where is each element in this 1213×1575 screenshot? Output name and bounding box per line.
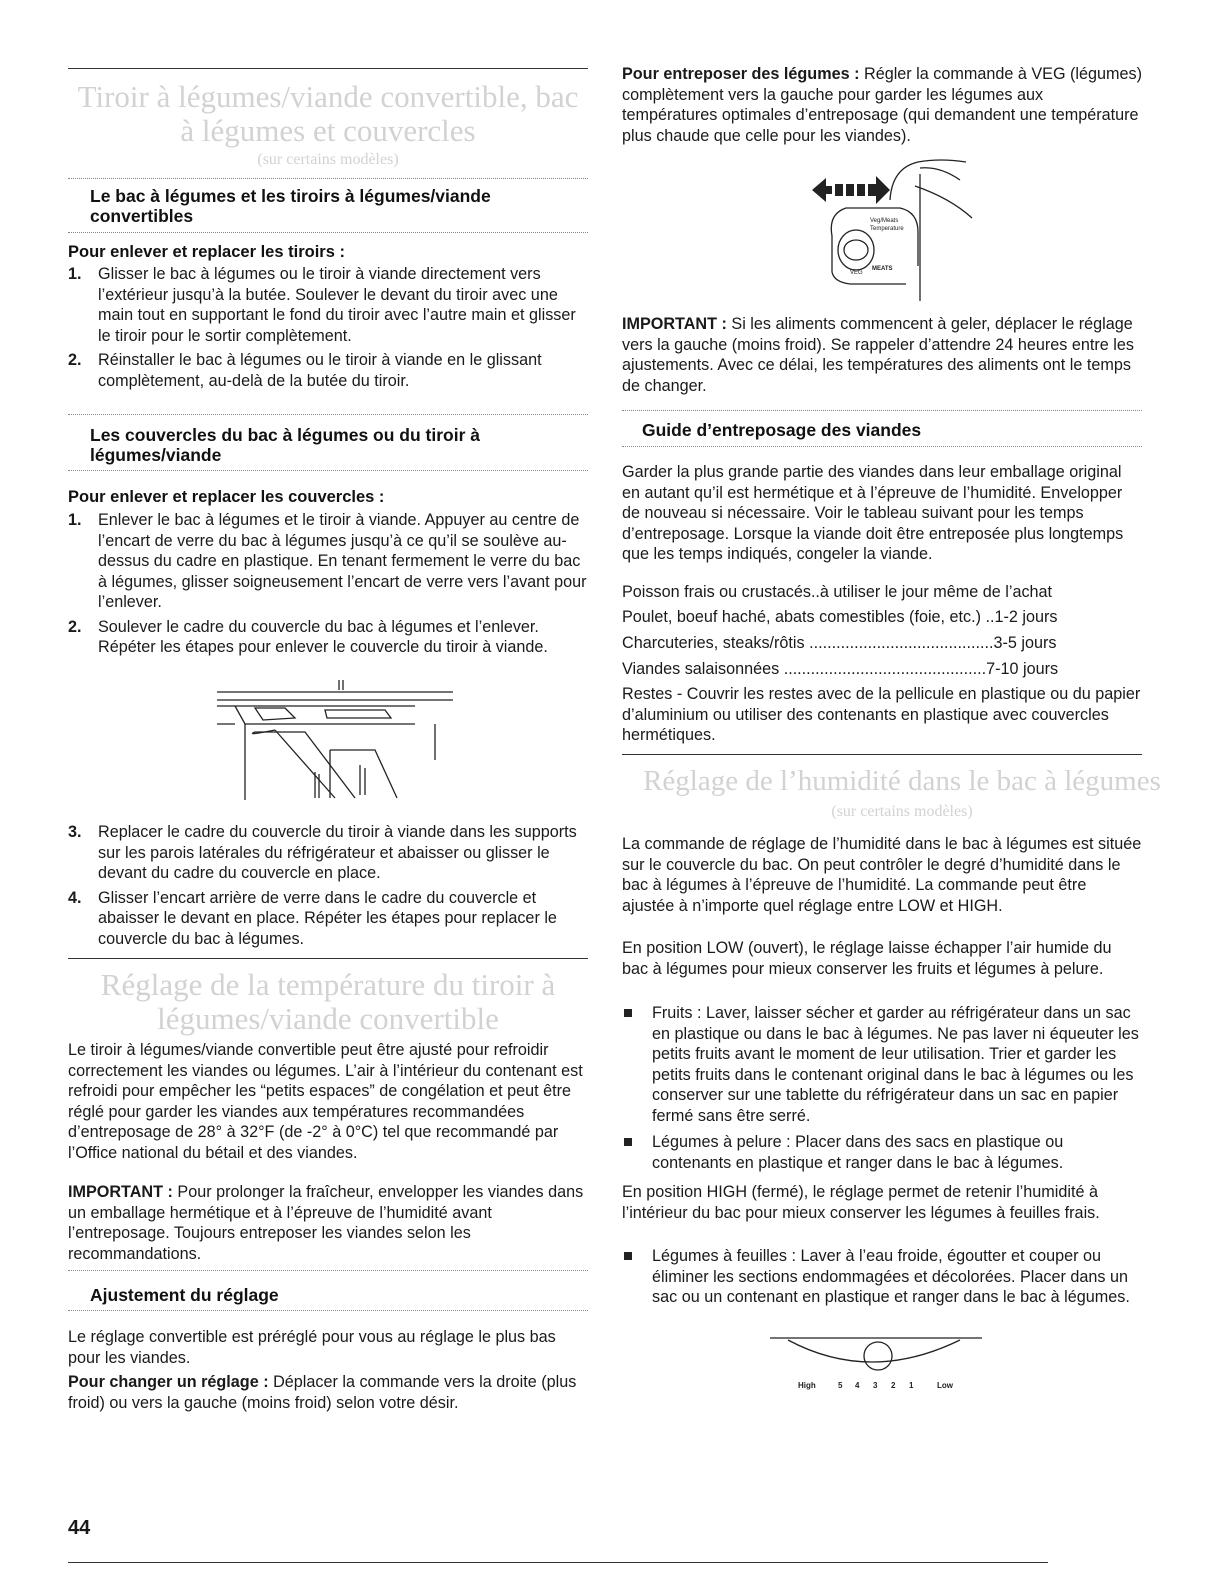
divider (622, 446, 1142, 447)
storage-row: Viandes salaisonnées .............................................7-10 jours (622, 660, 1059, 678)
change-setting-paragraph: Pour changer un réglage : Déplacer la commande vers la droite (plus froid) ou vers la gauche (moins froid) selon votre désir. (68, 1373, 577, 1412)
temperature-paragraph: Le tiroir à légumes/viande convertible peut être ajusté pour refroidir correctement les viandes ou légumes. L’air à l’intérieur du contenant est refroidi pour empêcher les “petits espaces” de congélation et peut être réglé pour garder les viandes aux températures recommandées d’entreposage de 28° à 32°F (de -2° à 0°C) tel que recommandé par l’Office national du bétail et des viandes. (68, 1041, 583, 1162)
svg-text:3: 3 (873, 1381, 878, 1390)
steps-remove-drawers (68, 264, 588, 395)
important-note-right: IMPORTANT : Si les aliments commencent à geler, déplacer le réglage vers la gauche (moins froid). Se rappeler d’attendre 24 heures entre les ajustements. Avec ce délai, les températures des aliments ont le temps de changer. (622, 315, 1134, 395)
svg-text:High: High (798, 1381, 816, 1390)
svg-text:4: 4 (855, 1381, 860, 1390)
temperature-control-illustration (810, 156, 990, 301)
divider (68, 1310, 588, 1311)
important-note-left: IMPORTANT : Pour prolonger la fraîcheur, envelopper les viandes dans un emballage hermétique et à l’épreuve de l’humidité avant l’entreposage. Toujours entreposer les viandes selon les recommandations. (68, 1183, 584, 1263)
bullets-high-position (622, 1246, 1142, 1314)
svg-text:Temperature: Temperature (870, 226, 904, 232)
divider (68, 232, 588, 233)
store-vegetables-paragraph: Pour entreposer des légumes : Régler la commande à VEG (légumes) complètement vers la gauche pour garder les légumes aux températures optimales d’entreposage (qui demandent une température plus chaude que celle pour les viandes). (622, 65, 1142, 145)
svg-text:5: 5 (838, 1381, 843, 1390)
list-item: Légumes à pelure : Placer dans des sacs en plastique ou contenants en plastique et ranger dans le bac à légumes. (622, 1132, 1142, 1173)
section-rule (622, 754, 1142, 755)
storage-row: Charcuteries, steaks/rôtis .........................................3-5 jours (622, 634, 1057, 652)
heading-meat-storage-guide: Guide d’entreposage des viandes (642, 420, 922, 440)
top-rule-left (68, 68, 588, 69)
bottom-rule (68, 1562, 1048, 1563)
heading-covers: Les couvercles du bac à légumes ou du tiroir à légumes/viande (90, 425, 480, 465)
list-item: Fruits : Laver, laisser sécher et garder au réfrigérateur dans un sac en plastique ou dans le bac à légumes. Ne pas laver ni équeuter les petits fruits avant le moment de leur utilisation. Trier et garder les petits fruits dans le contenant original dans le bac à légumes ou les conserver sur une tablette du réfrigérateur dans un sac en papier fermé sans être serré. (622, 1003, 1142, 1126)
list-item: 1. Glisser le bac à légumes ou le tiroir à viande directement vers l’extérieur jusqu’à la butée. Soulever le devant du tiroir avec une main tout en supportant le fond du tiroir avec l’autre main et glisser le tiroir pour le sortir complètement. (68, 265, 576, 345)
drawer-cover-illustration (215, 680, 455, 810)
divider (68, 414, 588, 415)
leftovers-paragraph: Restes - Couvrir les restes avec de la pellicule en plastique ou du papier d’aluminium ou utiliser des contenants en plastique avec couvercles hermétiques. (622, 685, 1141, 744)
section-rule (68, 958, 588, 959)
list-item: 2. Soulever le cadre du couvercle du bac à légumes et l’enlever. Répéter les étapes pour enlever le couvercle du tiroir à viande. (68, 617, 548, 656)
list-item: Légumes à feuilles : Laver à l’eau froide, égoutter et couper ou éliminer les sections endommagées et décolorées. Placer dans un sac ou un contenant en plastique et ranger dans le bac à légumes. (622, 1246, 1142, 1308)
section-subtitle-models: (sur certains modèles) (831, 803, 973, 820)
list-item: 3. Replacer le cadre du couvercle du tiroir à viande dans les supports sur les parois latérales du réfrigérateur et abaisser ou glisser le devant du cadre du couvercle en place. (68, 823, 577, 882)
storage-row: Poisson frais ou crustacés..à utiliser le jour même de l’achat (622, 583, 1053, 601)
section-title-drawers: Tiroir à légumes/viande convertible, bac à légumes et couvercles (77, 79, 579, 148)
humidity-slider-illustration (760, 1336, 990, 1396)
section-title-humidity: Réglage de l’humidité dans le bac à légumes (643, 765, 1161, 797)
list-item: 1. Enlever le bac à légumes et le tiroir à viande. Appuyer au centre de l’encart de verre du bac à légumes jusqu’à ce qu’il se soulève au-dessus du cadre en plastique. En tenant fermement le verre du bac à légumes, glisser soigneusement l’encart de verre vers l’avant pour l’enlever. (68, 511, 587, 611)
heading-crisper-drawers: Le bac à légumes et les tiroirs à légumes/viande convertibles (90, 186, 491, 226)
subheading-remove-covers: Pour enlever et replacer les couvercles : (68, 488, 385, 506)
steps-remove-covers (68, 510, 588, 662)
svg-text:VEG: VEG (850, 270, 863, 276)
list-item: 4. Glisser l’encart arrière de verre dans le cadre du couvercle et abaisser le devant en place. Répéter les étapes pour replacer le couvercle du bac à légumes. (68, 888, 557, 948)
divider (68, 470, 588, 471)
adjust-paragraph: Le réglage convertible est préréglé pour vous au réglage le plus bas pour les viandes. (68, 1328, 556, 1367)
divider (622, 410, 1142, 411)
subheading-remove-drawers: Pour enlever et replacer les tiroirs : (68, 243, 345, 261)
steps-replace-covers (68, 822, 588, 953)
svg-text:MEATS: MEATS (872, 266, 893, 272)
svg-text:2: 2 (891, 1381, 896, 1390)
humidity-paragraph-3: En position HIGH (fermé), le réglage permet de retenir l’humidité à l’intérieur du bac pour mieux conserver les légumes à feuilles frais. (622, 1183, 1100, 1222)
list-item: 2. Réinstaller le bac à légumes ou le tiroir à viande en le glissant complètement, au-delà de la butée du tiroir. (68, 351, 542, 390)
humidity-paragraph-1: La commande de réglage de l’humidité dans le bac à légumes est située sur le couvercle du bac. On peut contrôler le degré d’humidité dans le bac à légumes à l’épreuve de l’humidité. La commande peut être ajustée à n’importe quel réglage entre LOW et HIGH. (622, 835, 1142, 915)
section-title-temperature: Réglage de la température du tiroir à légumes/viande convertible (100, 967, 556, 1036)
divider (68, 1270, 588, 1271)
section-subtitle-models: (sur certains modèles) (257, 151, 399, 168)
storage-row: Poulet, boeuf haché, abats comestibles (foie, etc.) ..1-2 jours (622, 608, 1058, 626)
bullets-low-position (622, 1003, 1142, 1179)
page-number: 44 (68, 1517, 91, 1539)
svg-text:Veg/Meats: Veg/Meats (870, 218, 899, 224)
humidity-paragraph-2: En position LOW (ouvert), le réglage laisse échapper l’air humide du bac à légumes pour mieux conserver les fruits et légumes à pelure. (622, 939, 1112, 978)
meat-storage-paragraph: Garder la plus grande partie des viandes dans leur emballage original en autant qu’il est hermétique et à l’épreuve de l’humidité. Envelopper de nouveau si nécessaire. Voir le tableau suivant pour les temps d’entreposage. Lorsque la viande doit être entreposée plus longtemps que les temps indiqués, congeler la viande. (622, 463, 1124, 563)
divider (68, 178, 588, 179)
heading-adjust-setting: Ajustement du réglage (90, 1285, 279, 1305)
svg-text:1: 1 (909, 1381, 914, 1390)
svg-text:Low: Low (937, 1381, 953, 1390)
